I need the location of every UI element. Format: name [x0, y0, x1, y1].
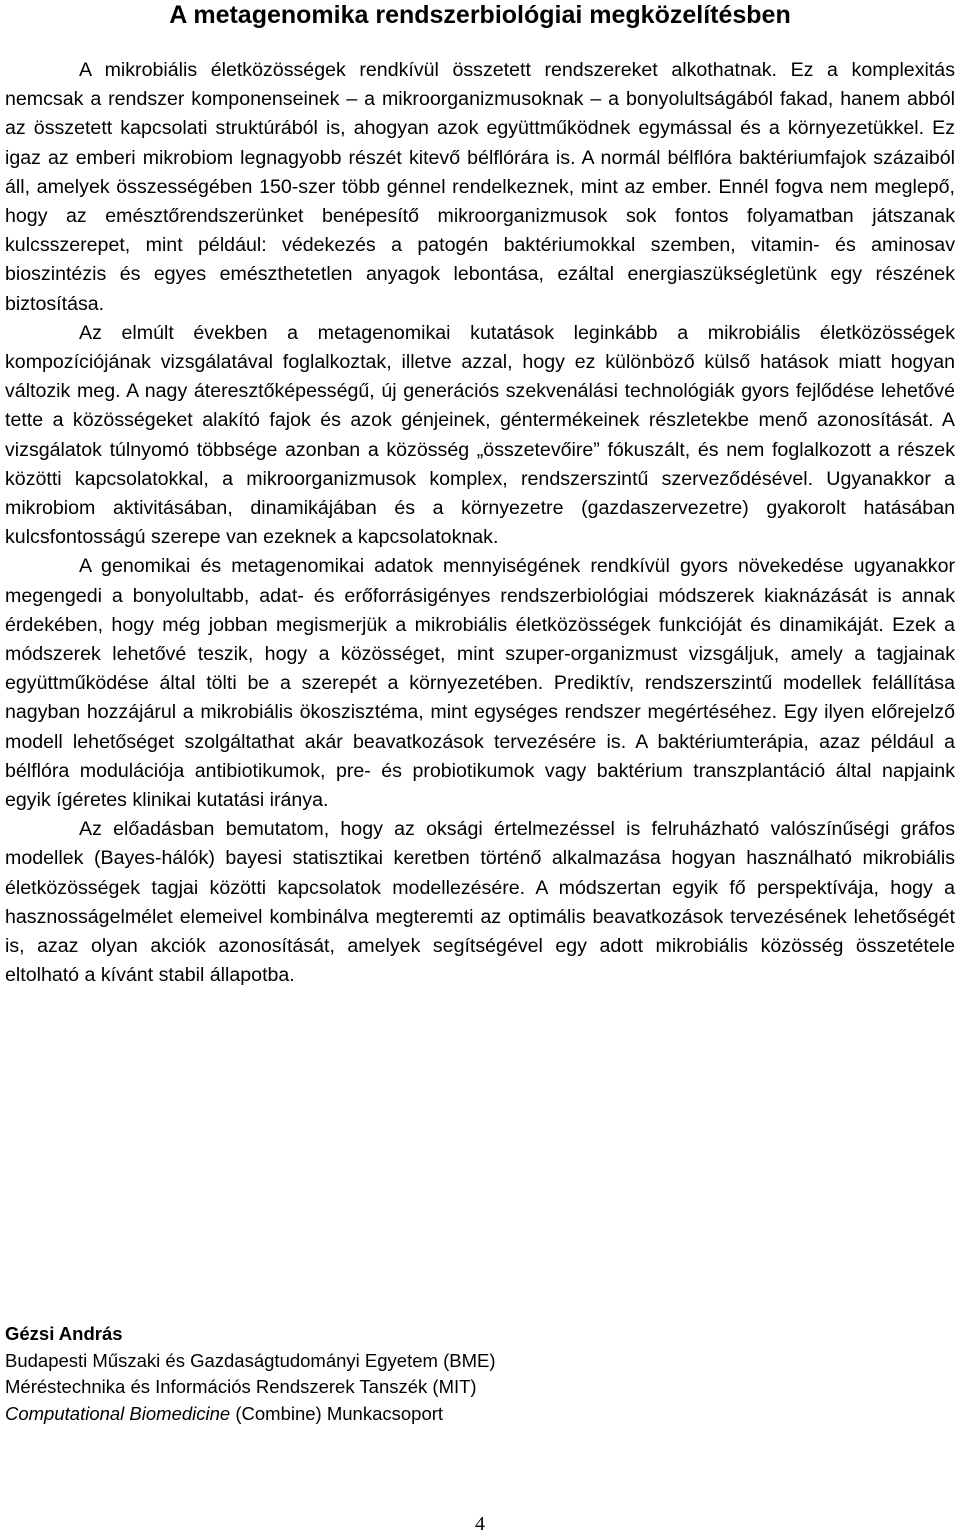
author-university: Budapesti Műszaki és Gazdaságtudományi Egyetem (BME): [5, 1349, 496, 1371]
author-name: Gézsi András: [5, 1323, 123, 1344]
author-department: Méréstechnika és Információs Rendszerek Tanszék (MIT): [5, 1376, 477, 1397]
author-group-italic: Computational Biomedicine: [5, 1402, 231, 1424]
paragraph-1: A mikrobiális életközösségek rendkívül összetett rendszereket alkothatnak. Ez a komplexitás nemcsak a rendszer komponenseinek – a mikroorganizmusoknak – a bonyolultságából fakad, hanem abból az összetett kapcsolati struktúrából is, ahogyan azok együttműködnek egymással és a környezetükkel. Ez igaz az emberi mikrobiom legnagyobb részét kitevő bélflórára is. A normál bélflóra baktériumfajok százaiból áll, amelyek összességében 150-szer több génnel rendelkeznek, mint az ember. Ennél fogva nem meglepő, hogy az emésztőrendszerünket benépesítő mikroorganizmusok sok fontos folyamatban játszanak kulcsszerepet, mint például: védekezés a patogén baktériumokkal szemben, vitamin- és aminosav bioszintézis és egyes emészthetetlen anyagok lebontása, ezáltal energiaszükségletünk egy részének biztosítása.: [5, 59, 955, 315]
document-page: [5, 0, 955, 1424]
paragraph-2: Az elmúlt években a metagenomikai kutatások leginkább a mikrobiális életközösségek kompozíciójának vizsgálatával foglalkoztak, illetve azzal, hogy ez különböző külső hatások miatt hogyan változik meg. A nagy áteresztőképességű, új generációs szekvenálási technológiák gyors fejlődése lehetővé tette a közösségeket alakító fajok és azok génjeinek, géntermékeinek részletekbe menő azonosítását. A vizsgálatok túlnyomó többsége azonban a közösség „összetevőire” fókuszált, és nem foglalkozott a részek közötti kapcsolatokkal, a mikroorganizmusok komplex, rendszerszintű szerveződésével. Ugyanakkor a mikrobiom aktivitásában, dinamikájában és a környezetre (gazdaszervezetre) gyakorolt hatásában kulcsfontosságú szerepe van ezeknek a kapcsolatoknak.: [5, 321, 955, 549]
author-group-rest: (Combine) Munkacsoport: [230, 1402, 444, 1424]
abstract-body: [5, 56, 955, 991]
author-group: [5, 1401, 495, 1428]
document-title: A metagenomika rendszerbiológiai megközelítésben: [169, 1, 791, 29]
author-block: [5, 1321, 495, 1427]
paragraph-4: Az előadásban bemutatom, hogy az oksági értelmezéssel is felruházható valószínűségi gráfos modellek (Bayes-hálók) bayesi statisztikai keretben történő alkalmazása hogyan használható mikrobiális életközösségek tagjai közötti kapcsolatok modellezésére. A módszertan egyik fő perspektívája, hogy a hasznosságelmélet elemeivel kombinálva megteremti az optimális beavatkozások tervezésének lehetőségét is, azaz olyan akciók azonosítását, amelyek segítségével egy adott mikrobiális közösség összetétele eltolható a kívánt stabil állapotba.: [5, 818, 955, 987]
page-number: 4: [475, 1513, 485, 1535]
paragraph-3: A genomikai és metagenomikai adatok mennyiségének rendkívül gyors növekedése ugyanakkor megengedi a bonyolultabb, adat- és erőforrásigényes rendszerbiológiai módszerek kiaknázását is annak érdekében, hogy még jobban megismerjük a mikrobiális életközösségek funkcióját és dinamikáját. Ezek a módszerek lehetővé teszik, hogy a közösséget, mint szuper-organizmust vizsgáljuk, amely a tagjainak együttműködése által tölti be a szerepét a környezetében. Prediktív, rendszerszintű modellek felállítása nagyban hozzájárul a mikrobiális ökoszisztéma, mint egységes rendszer megértéséhez. Egy ilyen előrejelző modell lehetőséget szolgáltathat akár beavatkozások tervezésére is. A baktériumterápia, azaz például a bélflóra modulációja antibiotikumok, pre- és probiotikumok vagy baktérium transzplantáció által napjaink egyik ígéretes klinikai kutatási iránya.: [5, 555, 955, 812]
